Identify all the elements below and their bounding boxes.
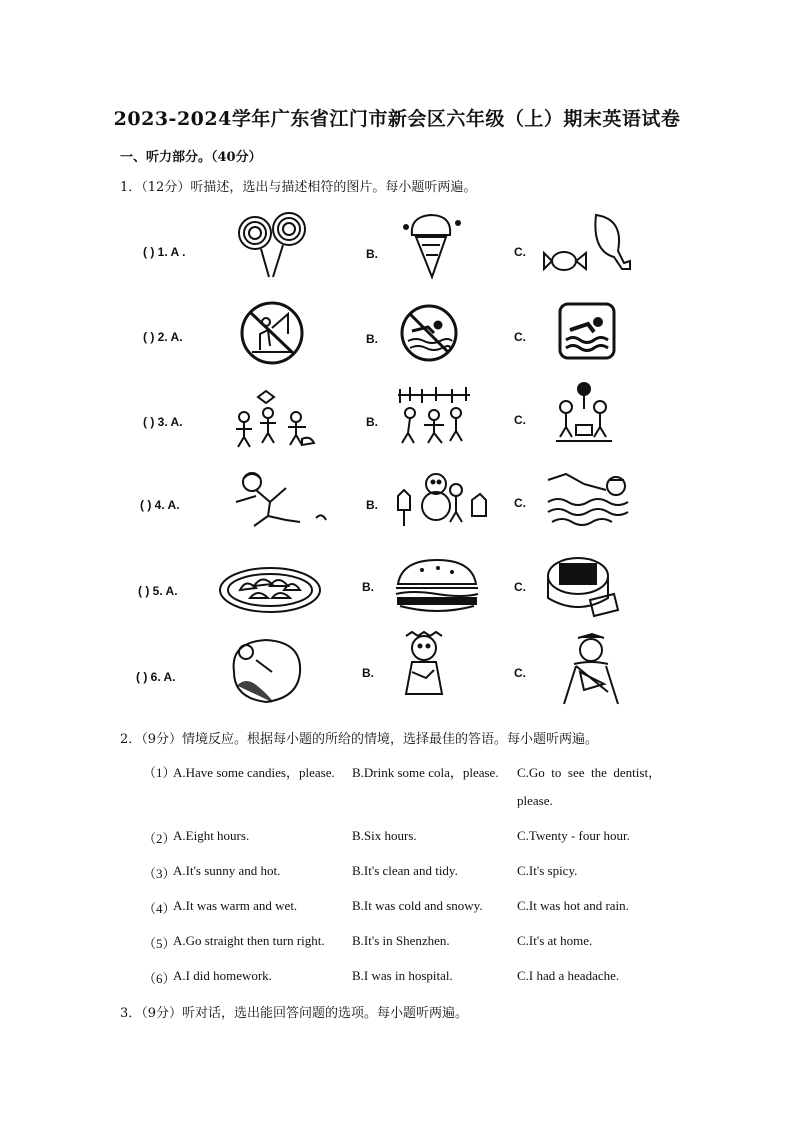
- hamburger-icon: [392, 558, 482, 614]
- q1-row-6: [0, 636, 794, 706]
- q1-row-1: [0, 215, 794, 285]
- option-a: A.Go straight then turn right.: [173, 933, 325, 948]
- option-b: B.Drink some cola，please.: [352, 765, 499, 780]
- option-b: B.Six hours.: [352, 828, 417, 843]
- option-c: C.Go to see the dentist，: [517, 765, 662, 780]
- item-number: （1）: [143, 765, 176, 780]
- option-b-label: B.: [366, 498, 378, 512]
- option-a: A.It's sunny and hot.: [173, 863, 281, 878]
- option-c: C.It's at home.: [517, 933, 593, 948]
- children-flying-kite-icon: [232, 387, 316, 449]
- question-2-header: 2．（9分）情境反应。根据每小题的所给的情境，选择最佳的答语。每小题听两遍。: [120, 732, 599, 747]
- q1-row-5: [0, 552, 794, 622]
- q1-row-2: [0, 300, 794, 370]
- question-1-header: 1．（12分）听描述，选出与描述相符的图片。每小题听两遍。: [120, 180, 477, 195]
- lollipop-icon: [233, 211, 313, 281]
- option-b-label: B.: [366, 247, 378, 261]
- question-3-header: 3．（9分）听对话，选出能回答问题的选项。每小题听两遍。: [120, 1006, 469, 1021]
- answer-bracket: ( ) 2. A.: [143, 330, 183, 344]
- option-c: C.It was hot and rain.: [517, 898, 629, 913]
- option-b-label: B.: [366, 332, 378, 346]
- children-sitting-icon: [552, 381, 616, 447]
- q1-row-4: [0, 468, 794, 538]
- item-number: （3）: [143, 866, 176, 881]
- answer-bracket: ( ) 3. A.: [143, 415, 183, 429]
- option-a: A.Eight hours.: [173, 828, 250, 843]
- item-number: （5）: [143, 936, 176, 951]
- answer-bracket: ( ) 4. A.: [140, 498, 180, 512]
- section-heading: 一、听力部分。（40分）: [120, 150, 262, 165]
- option-b-label: B.: [366, 415, 378, 429]
- option-c-label: C.: [514, 245, 526, 259]
- children-snowman-icon: [392, 470, 490, 536]
- boy-skating-icon: [230, 468, 330, 538]
- option-c: C.It's spicy.: [517, 863, 578, 878]
- candy-and-chicken-leg-icon: [542, 211, 634, 283]
- boy-sick-icon: [398, 630, 452, 704]
- swimming-sign-icon: [558, 302, 616, 360]
- item-number: （2）: [143, 831, 176, 846]
- mooncake-icon: [544, 554, 620, 620]
- dumplings-plate-icon: [218, 564, 322, 614]
- ice-cream-icon: [402, 209, 462, 281]
- option-c: C.I had a headache.: [517, 968, 620, 983]
- option-a: A.It was warm and wet.: [173, 898, 298, 913]
- option-b-label: B.: [362, 580, 374, 594]
- option-a: A.I did homework.: [173, 968, 272, 983]
- option-c: C.Twenty - four hour.: [517, 828, 630, 843]
- option-c-label: C.: [514, 496, 526, 510]
- no-fishing-sign-icon: [236, 300, 308, 366]
- option-a: A.Have some candies，please.: [173, 765, 335, 780]
- man-broken-arm-icon: [558, 632, 624, 706]
- option-b: B.It's clean and tidy.: [352, 863, 458, 878]
- option-c-label: C.: [514, 413, 526, 427]
- item-number: （6）: [143, 971, 176, 986]
- option-b: B.It's in Shenzhen.: [352, 933, 450, 948]
- paper-title: 2023-2024学年广东省江门市新会区六年级（上）期末英语试卷: [113, 108, 681, 130]
- option-b: B.It was cold and snowy.: [352, 898, 483, 913]
- fever-thermometer-icon: [226, 636, 306, 706]
- option-c-label: C.: [514, 666, 526, 680]
- item-number: （4）: [143, 901, 176, 916]
- children-playing-icon: [396, 385, 472, 449]
- answer-bracket: ( ) 6. A.: [136, 670, 176, 684]
- answer-bracket: ( ) 1. A .: [143, 245, 186, 259]
- boy-swimming-icon: [544, 470, 634, 532]
- no-swimming-sign-icon: [398, 303, 460, 363]
- answer-bracket: ( ) 5. A.: [138, 584, 178, 598]
- option-c-label: C.: [514, 580, 526, 594]
- option-b: B.I was in hospital.: [352, 968, 453, 983]
- q1-row-3: [0, 383, 794, 453]
- option-c-label: C.: [514, 330, 526, 344]
- option-c-continued: please.: [517, 793, 553, 808]
- option-b-label: B.: [362, 666, 374, 680]
